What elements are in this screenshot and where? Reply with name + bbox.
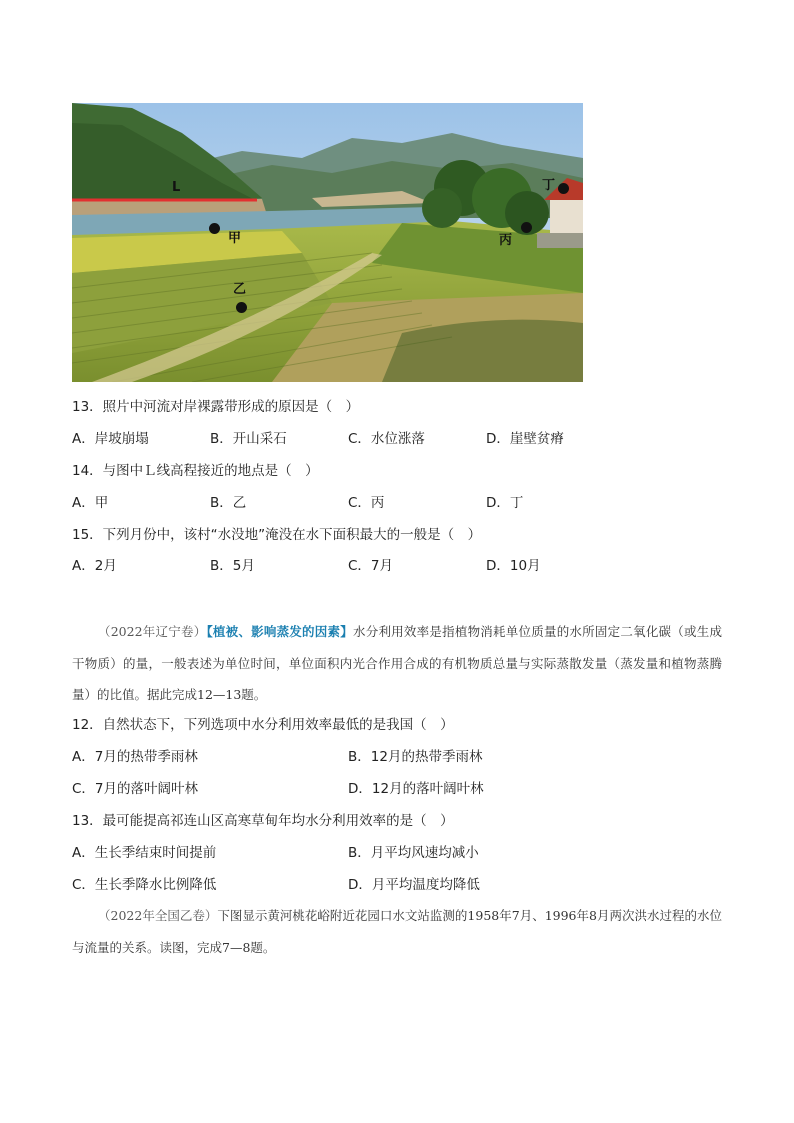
question-13b-option-a: A．生长季结束时间提前 bbox=[72, 845, 217, 861]
intro-paragraph-liaoning bbox=[72, 616, 722, 711]
intro-text: 水分利用效率是指植物消耗单位质量的水所固定二氧化碳（或生成干物质）的量，一般表述为单位时间，单位面积内光合作用合成的有机物质总量与实际蒸散发量（蒸发量和植物蒸腾量）的比值。据此完成12—13题。 bbox=[72, 624, 722, 702]
label-L: L bbox=[172, 180, 181, 195]
question-14-option-b: B．乙 bbox=[210, 495, 247, 511]
question-12-stem: 12．自然状态下，下列选项中水分利用效率最低的是我国（ ） bbox=[72, 717, 454, 733]
question-12-option-a: A．7月的热带季雨林 bbox=[72, 749, 198, 765]
question-15-option-c: C．7月 bbox=[348, 558, 394, 574]
question-13-option-d: D．崖壁贫瘠 bbox=[486, 431, 564, 447]
question-14-option-a: A．甲 bbox=[72, 495, 109, 511]
label-bing: 丙 bbox=[499, 233, 513, 248]
question-13b-stem: 13．最可能提高祁连山区高寒草甸年均水分利用效率的是（ ） bbox=[72, 813, 454, 829]
question-12-option-d: D．12月的落叶阔叶林 bbox=[348, 781, 484, 797]
point-ding-marker bbox=[558, 183, 569, 194]
question-13-stem: 13．照片中河流对岸裸露带形成的原因是（ ） bbox=[72, 399, 360, 415]
label-jia: 甲 bbox=[228, 231, 242, 246]
question-15-option-a: A．2月 bbox=[72, 558, 117, 574]
question-14-option-d: D．丁 bbox=[486, 495, 524, 511]
point-yi-marker bbox=[236, 302, 247, 313]
question-15-option-b: B．5月 bbox=[210, 558, 255, 574]
question-13b-option-b: B．月平均风速均减小 bbox=[348, 845, 479, 861]
question-13-option-a: A．岸坡崩塌 bbox=[72, 431, 149, 447]
question-14-stem: 14．与图中Ｌ线高程接近的地点是（ ） bbox=[72, 463, 319, 479]
intro-paragraph-national bbox=[72, 900, 722, 963]
intro-text-2: 下图显示黄河桃花峪附近花园口水文站监测的1958年7月、1996年8月两次洪水过程的水位与流量的关系。读图，完成7—8题。 bbox=[72, 908, 723, 955]
point-bing-marker bbox=[521, 222, 532, 233]
source-tag: （2022年辽宁卷） bbox=[98, 624, 207, 639]
question-12-option-c: C．7月的落叶阔叶林 bbox=[72, 781, 199, 797]
question-15-option-d: D．10月 bbox=[486, 558, 541, 574]
source-tag-2: （2022年全国乙卷） bbox=[98, 908, 218, 923]
topic-tag: 【植被、影响蒸发的因素】 bbox=[206, 624, 353, 639]
question-14-option-c: C．丙 bbox=[348, 495, 385, 511]
question-15-stem: 15．下列月份中，该村“水没地”淹没在水下面积最大的一般是（ ） bbox=[72, 527, 482, 543]
question-13b-option-d: D．月平均温度均降低 bbox=[348, 877, 480, 893]
label-yi: 乙 bbox=[233, 282, 247, 297]
point-jia-marker bbox=[209, 223, 220, 234]
label-ding: 丁 bbox=[542, 178, 556, 193]
question-12-option-b: B．12月的热带季雨林 bbox=[348, 749, 483, 765]
question-13b-option-c: C．生长季降水比例降低 bbox=[72, 877, 217, 893]
question-13-option-b: B．开山采石 bbox=[210, 431, 287, 447]
question-13-option-c: C．水位涨落 bbox=[348, 431, 425, 447]
